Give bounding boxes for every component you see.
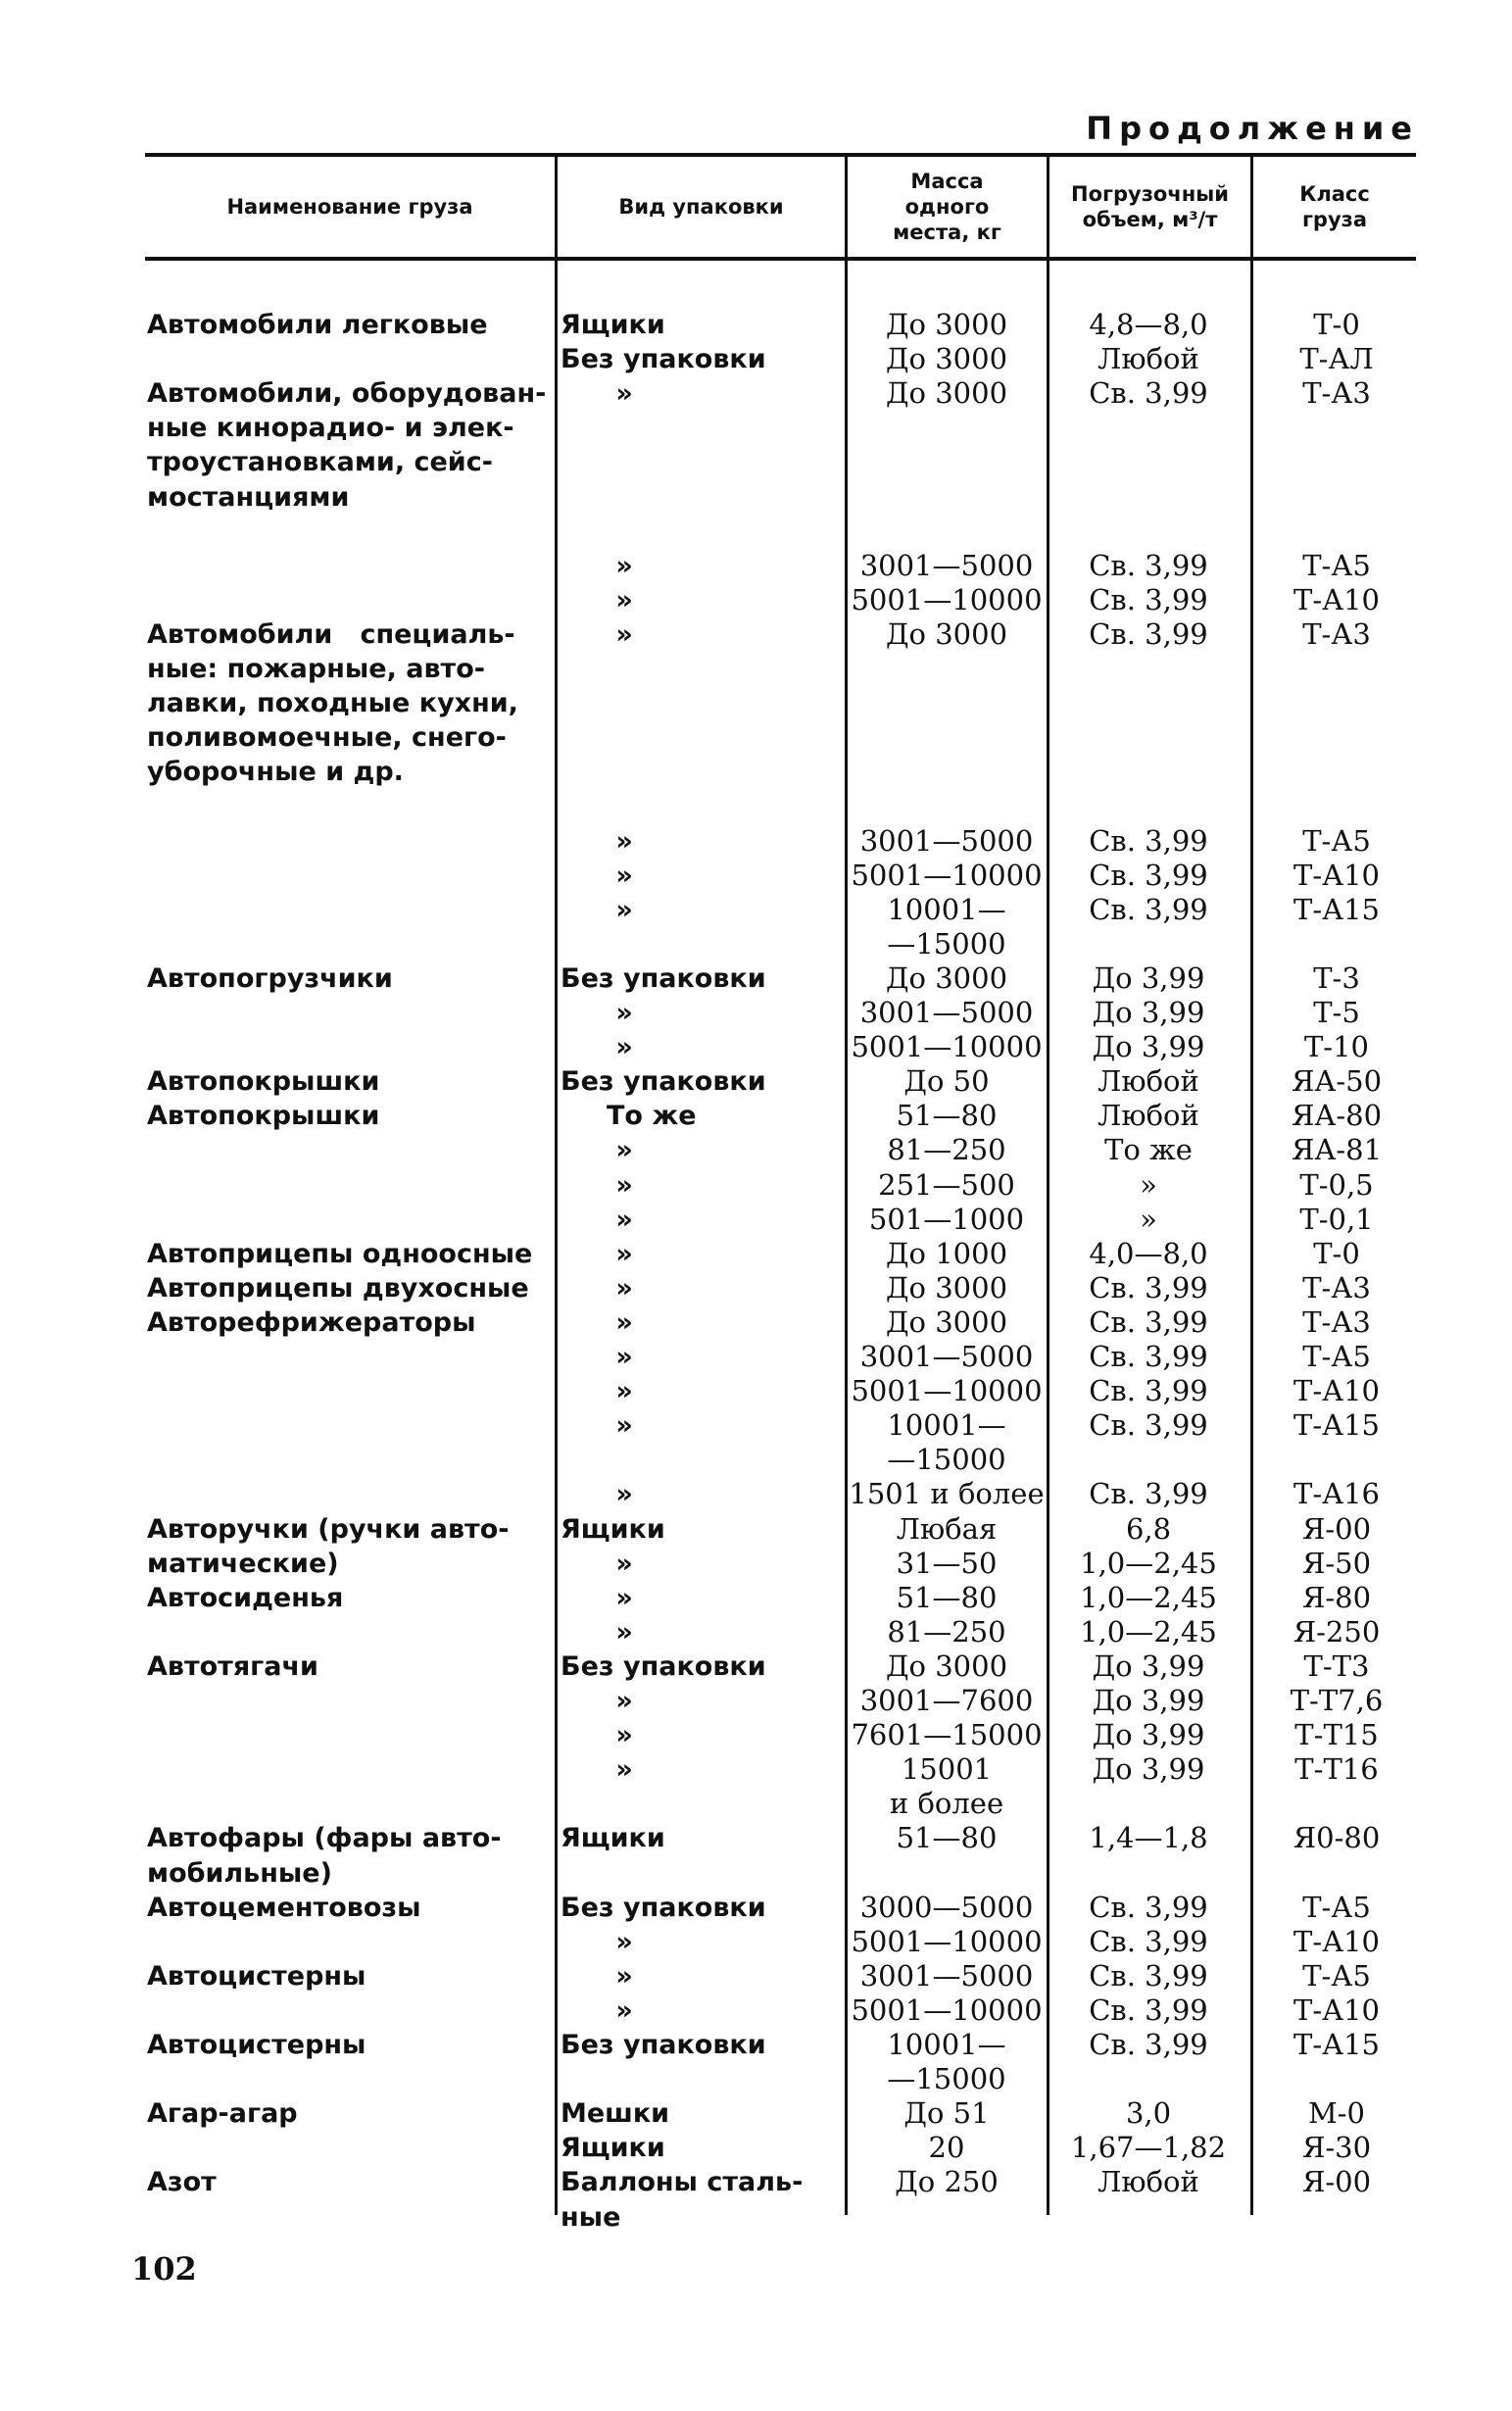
header-volume: Погрузочный объем, м³/т bbox=[1071, 182, 1229, 231]
mass-cell: До 3000 bbox=[885, 1271, 1008, 1304]
mass-cell: 5001—10000 bbox=[851, 1993, 1043, 2027]
volume-cell: До 3,99 bbox=[1092, 1649, 1205, 1683]
table-row bbox=[0, 652, 1512, 686]
mass-cell: 10001— bbox=[887, 893, 1006, 926]
class-cell: Т-0,1 bbox=[1299, 1203, 1374, 1236]
class-cell: Т-Т3 bbox=[1303, 1649, 1370, 1683]
volume-cell: Св. 3,99 bbox=[1089, 824, 1208, 858]
class-cell: Т-А5 bbox=[1302, 549, 1371, 582]
mass-cell: 5001—10000 bbox=[851, 1925, 1043, 1958]
table-row bbox=[0, 1787, 1512, 1821]
volume-cell: Любой bbox=[1097, 1064, 1199, 1098]
table-row bbox=[0, 2165, 1512, 2199]
table-row bbox=[0, 1959, 1512, 1993]
cargo-name-cell: Автомобили специаль- bbox=[147, 619, 515, 650]
mass-cell: До 3000 bbox=[885, 961, 1008, 995]
packaging-cell: » bbox=[561, 1961, 633, 1992]
table-row bbox=[0, 1203, 1512, 1237]
table-row bbox=[0, 1581, 1512, 1615]
class-cell: Т-Т7,6 bbox=[1290, 1684, 1384, 1717]
table-row bbox=[0, 308, 1512, 342]
packaging-cell: » bbox=[561, 1273, 633, 1304]
table-row bbox=[0, 1547, 1512, 1581]
cargo-name-cell: лавки, походные кухни, bbox=[147, 688, 518, 718]
table-row bbox=[0, 583, 1512, 617]
packaging-cell: » bbox=[561, 1032, 633, 1062]
class-cell: Т-А10 bbox=[1293, 583, 1380, 616]
mass-cell: 51—80 bbox=[896, 1581, 998, 1614]
table-row bbox=[0, 686, 1512, 720]
table-row bbox=[0, 1821, 1512, 1855]
volume-cell: Св. 3,99 bbox=[1089, 583, 1208, 616]
table-row bbox=[0, 893, 1512, 927]
class-cell: Т-Т15 bbox=[1294, 1718, 1379, 1751]
mass-cell: 81—250 bbox=[887, 1615, 1006, 1648]
volume-cell: 4,0—8,0 bbox=[1089, 1237, 1208, 1270]
class-cell: ЯА-81 bbox=[1291, 1133, 1383, 1166]
table-row bbox=[0, 2028, 1512, 2062]
packaging-cell: » bbox=[561, 585, 633, 615]
class-cell: Т-3 bbox=[1313, 961, 1360, 995]
table-row bbox=[0, 480, 1512, 515]
class-cell: Т-А15 bbox=[1293, 1408, 1380, 1442]
volume-cell: Св. 3,99 bbox=[1089, 1959, 1208, 1993]
table-row bbox=[0, 755, 1512, 789]
mass-cell: 5001—10000 bbox=[851, 583, 1043, 616]
mass-cell: До 3000 bbox=[885, 376, 1008, 410]
mass-cell: 7601—15000 bbox=[851, 1718, 1043, 1751]
class-cell: ЯА-80 bbox=[1291, 1099, 1383, 1132]
mass-cell: До 50 bbox=[903, 1064, 990, 1098]
packaging-cell: » bbox=[561, 619, 633, 650]
cargo-name-cell: Автоцистерны bbox=[147, 2030, 366, 2060]
class-cell: Т-А5 bbox=[1302, 1340, 1371, 1373]
packaging-cell: Без упаковки bbox=[561, 1651, 766, 1682]
packaging-cell: » bbox=[561, 1754, 633, 1785]
volume-cell: До 3,99 bbox=[1092, 961, 1205, 995]
class-cell: Я-00 bbox=[1301, 2165, 1372, 2198]
mass-cell: 20 bbox=[928, 2131, 965, 2164]
table-row bbox=[0, 1752, 1512, 1787]
table-row bbox=[0, 1477, 1512, 1511]
volume-cell: До 3,99 bbox=[1092, 996, 1205, 1029]
table-row bbox=[0, 824, 1512, 859]
table-row bbox=[0, 2062, 1512, 2096]
volume-cell: Любой bbox=[1097, 342, 1199, 375]
class-cell: Т-А10 bbox=[1293, 859, 1380, 892]
packaging-cell: Без упаковки bbox=[561, 2030, 766, 2060]
volume-cell: До 3,99 bbox=[1092, 1030, 1205, 1063]
packaging-cell: » bbox=[561, 1239, 633, 1269]
packaging-cell: То же bbox=[561, 1101, 697, 1131]
cargo-name-cell: Автомобили легковые bbox=[147, 310, 488, 340]
class-cell: Т-А15 bbox=[1293, 893, 1380, 926]
volume-cell: Св. 3,99 bbox=[1089, 1993, 1208, 2027]
packaging-cell: Мешки bbox=[561, 2098, 670, 2129]
class-cell: ЯА-50 bbox=[1291, 1064, 1383, 1098]
table-row bbox=[0, 1168, 1512, 1203]
class-cell: Т-А5 bbox=[1302, 1959, 1371, 1993]
mass-cell: До 3000 bbox=[885, 308, 1008, 341]
class-cell: Т-А3 bbox=[1302, 1305, 1371, 1339]
mass-cell: До 1000 bbox=[885, 1237, 1008, 1270]
volume-cell: Св. 3,99 bbox=[1089, 1477, 1208, 1510]
packaging-cell: » bbox=[561, 1479, 633, 1509]
cargo-name-cell: мобильные) bbox=[147, 1858, 332, 1889]
class-cell: Т-А10 bbox=[1293, 1993, 1380, 2027]
table-row bbox=[0, 1030, 1512, 1064]
mass-cell: 3001—7600 bbox=[859, 1684, 1034, 1717]
table-row bbox=[0, 1891, 1512, 1925]
class-cell: Т-0 bbox=[1313, 308, 1360, 341]
mass-cell: 501—1000 bbox=[868, 1203, 1025, 1236]
volume-cell: Св. 3,99 bbox=[1089, 617, 1208, 651]
volume-cell: То же bbox=[1104, 1133, 1193, 1166]
volume-cell: До 3,99 bbox=[1092, 1718, 1205, 1751]
table-row bbox=[0, 1649, 1512, 1684]
mass-cell: До 3000 bbox=[885, 617, 1008, 651]
mass-cell: 51—80 bbox=[896, 1821, 998, 1854]
class-cell: Я-250 bbox=[1293, 1615, 1381, 1648]
volume-cell: Св. 3,99 bbox=[1089, 893, 1208, 926]
mass-cell: 3001—5000 bbox=[859, 549, 1034, 582]
cargo-name-cell: Автофары (фары авто- bbox=[147, 1823, 502, 1853]
table-row bbox=[0, 1925, 1512, 1959]
packaging-cell: » bbox=[561, 1686, 633, 1716]
mass-cell: 251—500 bbox=[878, 1168, 1015, 1202]
mass-cell: 3001—5000 bbox=[859, 1959, 1034, 1993]
class-cell: Т-10 bbox=[1303, 1030, 1370, 1063]
mass-cell: —15000 bbox=[887, 1443, 1006, 1476]
table-row bbox=[0, 342, 1512, 376]
volume-cell: 4,8—8,0 bbox=[1089, 308, 1208, 341]
mass-cell: —15000 bbox=[887, 927, 1006, 960]
table-row bbox=[0, 2131, 1512, 2165]
cargo-name-cell: Агар-агар bbox=[147, 2098, 298, 2129]
volume-cell: Св. 3,99 bbox=[1089, 1305, 1208, 1339]
cargo-name-cell: Автоцистерны bbox=[147, 1961, 366, 1992]
volume-cell: Св. 3,99 bbox=[1089, 1891, 1208, 1924]
class-cell: Т-А3 bbox=[1302, 1271, 1371, 1304]
table-row bbox=[0, 1718, 1512, 1752]
class-cell: Т-А5 bbox=[1302, 1891, 1371, 1924]
packaging-cell: » bbox=[561, 1927, 633, 1957]
volume-cell: Любой bbox=[1097, 2165, 1199, 2198]
table-row bbox=[0, 720, 1512, 755]
packaging-cell: » bbox=[561, 1307, 633, 1338]
packaging-cell: » bbox=[561, 1583, 633, 1613]
packaging-cell: » bbox=[561, 1720, 633, 1750]
table-row bbox=[0, 996, 1512, 1030]
cargo-name-cell: Автопокрышки bbox=[147, 1101, 380, 1131]
volume-cell: Св. 3,99 bbox=[1089, 549, 1208, 582]
cargo-name-cell: Автопогрузчики bbox=[147, 963, 393, 994]
table-row bbox=[0, 1305, 1512, 1340]
table-row bbox=[0, 515, 1512, 549]
continuation-label: Продолжение bbox=[1086, 110, 1419, 147]
cargo-name-cell: ные кинорадио- и элек- bbox=[147, 413, 514, 443]
class-cell: Я0-80 bbox=[1293, 1821, 1381, 1854]
class-cell: Я-30 bbox=[1301, 2131, 1372, 2164]
packaging-cell: Без упаковки bbox=[561, 1066, 766, 1097]
packaging-cell: » bbox=[561, 1135, 633, 1165]
volume-cell: Св. 3,99 bbox=[1089, 1374, 1208, 1407]
table-row bbox=[0, 445, 1512, 479]
table-row bbox=[0, 1374, 1512, 1408]
volume-cell: Св. 3,99 bbox=[1089, 859, 1208, 892]
page-number: 102 bbox=[131, 2250, 197, 2288]
packaging-cell: Без упаковки bbox=[561, 1893, 766, 1923]
table-row bbox=[0, 1993, 1512, 2028]
volume-cell: 1,0—2,45 bbox=[1080, 1547, 1217, 1580]
mass-cell: До 51 bbox=[903, 2096, 990, 2130]
packaging-cell: » bbox=[561, 895, 633, 925]
packaging-cell: Без упаковки bbox=[561, 344, 766, 374]
cargo-name-cell: Автоцементовозы bbox=[147, 1893, 421, 1923]
packaging-cell: » bbox=[561, 998, 633, 1028]
packaging-cell: » bbox=[561, 551, 633, 581]
mass-cell: 5001—10000 bbox=[851, 1030, 1043, 1063]
cargo-name-cell: Автоприцепы одноосные bbox=[147, 1239, 533, 1269]
table-row bbox=[0, 1684, 1512, 1718]
mass-cell: 81—250 bbox=[887, 1133, 1006, 1166]
table-row bbox=[0, 927, 1512, 961]
header-class: Класс груза bbox=[1299, 182, 1370, 231]
packaging-cell: Ящики bbox=[561, 310, 665, 340]
volume-cell: До 3,99 bbox=[1092, 1684, 1205, 1717]
volume-cell: » bbox=[1140, 1168, 1157, 1202]
packaging-cell: » bbox=[561, 1170, 633, 1201]
volume-cell: 1,0—2,45 bbox=[1080, 1615, 1217, 1648]
cargo-name-cell: Автотягачи bbox=[147, 1651, 318, 1682]
volume-cell: Св. 3,99 bbox=[1089, 1271, 1208, 1304]
mass-cell: 5001—10000 bbox=[851, 1374, 1043, 1407]
cargo-name-cell: Автомобили, оборудован- bbox=[147, 378, 547, 409]
table-row bbox=[0, 1133, 1512, 1167]
header-packaging: Вид упаковки bbox=[618, 195, 784, 219]
cargo-name-cell: Авторучки (ручки авто- bbox=[147, 1514, 510, 1545]
packaging-cell: » bbox=[561, 1410, 633, 1441]
table-row bbox=[0, 1237, 1512, 1271]
volume-cell: 1,4—1,8 bbox=[1089, 1821, 1208, 1854]
volume-cell: До 3,99 bbox=[1092, 1752, 1205, 1786]
table-row bbox=[0, 1271, 1512, 1305]
table-row bbox=[0, 1615, 1512, 1649]
class-cell: Т-А3 bbox=[1302, 617, 1371, 651]
packaging-cell: » bbox=[561, 1376, 633, 1406]
table-row bbox=[0, 1340, 1512, 1374]
class-cell: Т-5 bbox=[1313, 996, 1360, 1029]
class-cell: Т-А10 bbox=[1293, 1374, 1380, 1407]
cargo-name-cell: троустановками, сейс- bbox=[147, 447, 493, 477]
table-row bbox=[0, 1099, 1512, 1133]
cargo-name-cell: ные: пожарные, авто- bbox=[147, 654, 485, 684]
volume-cell: 1,0—2,45 bbox=[1080, 1581, 1217, 1614]
class-cell: Т-А10 bbox=[1293, 1925, 1380, 1958]
volume-cell: Св. 3,99 bbox=[1089, 1340, 1208, 1373]
packaging-cell: Ящики bbox=[561, 1823, 665, 1853]
class-cell: Т-0,5 bbox=[1299, 1168, 1374, 1202]
table-row bbox=[0, 549, 1512, 583]
mass-cell: 5001—10000 bbox=[851, 859, 1043, 892]
packaging-cell: ные bbox=[561, 2202, 621, 2233]
packaging-cell: » bbox=[561, 1995, 633, 2026]
volume-cell: 3,0 bbox=[1125, 2096, 1172, 2130]
cargo-name-cell: Автоприцепы двухосные bbox=[147, 1273, 529, 1304]
mass-cell: 10001— bbox=[887, 2028, 1006, 2061]
volume-cell: 6,8 bbox=[1125, 1512, 1172, 1546]
table-row bbox=[0, 1512, 1512, 1547]
mass-cell: 3000—5000 bbox=[859, 1891, 1034, 1924]
volume-cell: 1,67—1,82 bbox=[1070, 2131, 1227, 2164]
class-cell: Я-00 bbox=[1301, 1512, 1372, 1546]
mass-cell: 31—50 bbox=[896, 1547, 998, 1580]
packaging-cell: Без упаковки bbox=[561, 963, 766, 994]
volume-cell: Любой bbox=[1097, 1099, 1199, 1132]
header-name: Наименование груза bbox=[226, 195, 473, 219]
packaging-cell: Баллоны сталь- bbox=[561, 2167, 804, 2197]
packaging-cell: » bbox=[561, 378, 633, 409]
class-cell: Т-0 bbox=[1313, 1237, 1360, 1270]
mass-cell: До 3000 bbox=[885, 1649, 1008, 1683]
class-cell: Т-А15 bbox=[1293, 2028, 1380, 2061]
table-row bbox=[0, 411, 1512, 445]
mass-cell: До 250 bbox=[895, 2165, 999, 2198]
cargo-name-cell: уборочные и др. bbox=[147, 757, 404, 787]
header-mass: Масса одного места, кг bbox=[893, 170, 1001, 244]
mass-cell: 15001 bbox=[901, 1752, 993, 1786]
mass-cell: 51—80 bbox=[896, 1099, 998, 1132]
class-cell: Т-А16 bbox=[1293, 1477, 1380, 1510]
cargo-name-cell: Авторефрижераторы bbox=[147, 1307, 476, 1338]
packaging-cell: » bbox=[561, 861, 633, 891]
class-cell: Я-50 bbox=[1301, 1547, 1372, 1580]
mass-cell: Любая bbox=[896, 1512, 998, 1546]
volume-cell: Св. 3,99 bbox=[1089, 376, 1208, 410]
class-cell: Т-АЛ bbox=[1299, 342, 1374, 375]
packaging-cell: » bbox=[561, 1342, 633, 1372]
cargo-name-cell: матические) bbox=[147, 1549, 339, 1579]
mass-cell: и более bbox=[889, 1787, 1004, 1820]
volume-cell: » bbox=[1140, 1203, 1157, 1236]
mass-cell: 1501 и более bbox=[849, 1477, 1045, 1510]
table-row bbox=[0, 789, 1512, 823]
cargo-name-cell: Автосиденья bbox=[147, 1583, 344, 1613]
mass-cell: До 3000 bbox=[885, 342, 1008, 375]
table-row bbox=[0, 1408, 1512, 1443]
cargo-name-cell: Азот bbox=[147, 2167, 217, 2197]
volume-cell: Св. 3,99 bbox=[1089, 1925, 1208, 1958]
table-row bbox=[0, 1443, 1512, 1477]
mass-cell: 3001—5000 bbox=[859, 824, 1034, 858]
table-row bbox=[0, 2096, 1512, 2131]
cargo-name-cell: поливомоечные, снего- bbox=[147, 722, 507, 753]
table-row bbox=[0, 961, 1512, 996]
class-cell: Т-А3 bbox=[1302, 376, 1371, 410]
class-cell: Я-80 bbox=[1301, 1581, 1372, 1614]
mass-cell: —15000 bbox=[887, 2062, 1006, 2095]
mass-cell: 10001— bbox=[887, 1408, 1006, 1442]
packaging-cell: Ящики bbox=[561, 1514, 665, 1545]
table-row bbox=[0, 1064, 1512, 1099]
cargo-name-cell: мостанциями bbox=[147, 482, 350, 513]
packaging-cell: » bbox=[561, 1549, 633, 1579]
volume-cell: Св. 3,99 bbox=[1089, 2028, 1208, 2061]
packaging-cell: Ящики bbox=[561, 2133, 665, 2163]
mass-cell: 3001—5000 bbox=[859, 996, 1034, 1029]
volume-cell: Св. 3,99 bbox=[1089, 1408, 1208, 1442]
table-row bbox=[0, 376, 1512, 411]
class-cell: М-0 bbox=[1308, 2096, 1365, 2130]
class-cell: Т-Т16 bbox=[1294, 1752, 1379, 1786]
table-row bbox=[0, 617, 1512, 652]
table-row bbox=[0, 1856, 1512, 1891]
table-row bbox=[0, 2200, 1512, 2235]
mass-cell: 3001—5000 bbox=[859, 1340, 1034, 1373]
packaging-cell: » bbox=[561, 826, 633, 857]
mass-cell: До 3000 bbox=[885, 1305, 1008, 1339]
packaging-cell: » bbox=[561, 1205, 633, 1235]
table-row bbox=[0, 859, 1512, 893]
packaging-cell: » bbox=[561, 1617, 633, 1648]
cargo-name-cell: Автопокрышки bbox=[147, 1066, 380, 1097]
class-cell: Т-А5 bbox=[1302, 824, 1371, 858]
